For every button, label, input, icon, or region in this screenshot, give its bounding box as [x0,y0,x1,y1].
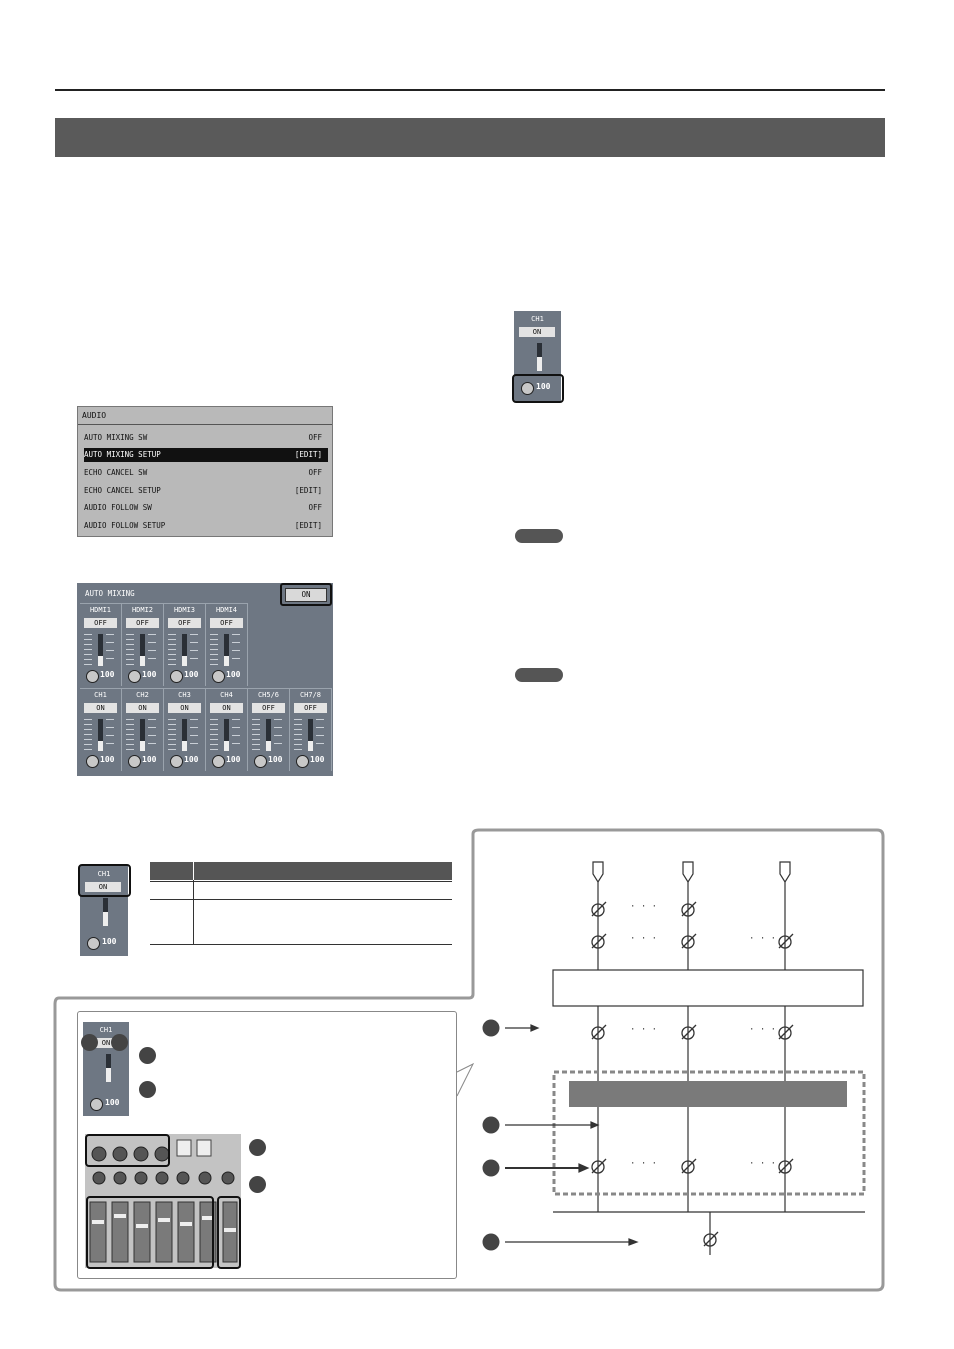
fader-highlight-frame [86,1196,214,1269]
level-meter [98,634,103,666]
callout-marker [249,1139,266,1156]
level-knob-icon[interactable] [296,755,309,768]
ellipsis: · · · [630,902,658,912]
audio-menu-title: AUDIO [78,407,332,425]
auto-mixing-master-button[interactable]: ON [285,588,327,602]
level-knob-icon[interactable] [86,755,99,768]
channel-switch[interactable]: OFF [168,618,201,628]
auto-mixing-title: AUTO MIXING [85,589,135,598]
section-band [55,118,885,157]
level-meter [224,719,229,751]
channel-switch[interactable]: ON [85,882,121,892]
auto-mixing-band [569,1081,847,1107]
menu-item-auto-mixing-sw[interactable]: AUTO MIXING SW OFF [84,433,322,442]
level-meter [537,343,542,371]
level-meter [182,634,187,666]
level-knob-icon[interactable] [86,670,99,683]
level-meter [140,634,145,666]
channel-switch[interactable]: OFF [252,703,285,713]
audio-menu [77,406,333,537]
auto-mixing-screen [77,583,333,776]
ellipsis: · · · [749,934,777,944]
level-meter [106,1054,111,1082]
menu-item-echo-cancel-setup[interactable]: ECHO CANCEL SETUP [EDIT] [84,486,322,495]
ellipsis: · · · [630,934,658,944]
channel-switch[interactable]: ON [210,703,243,713]
channel-switch[interactable]: ON [168,703,201,713]
level-meter [308,719,313,751]
channel-switch[interactable]: OFF [84,618,117,628]
inset-ch1-widget: CH1 ON 100 [83,1022,129,1116]
master-fader-highlight-frame [217,1196,241,1269]
note-pill [515,668,563,682]
channel-switch[interactable]: ON [88,1038,124,1048]
master-highlight-frame [280,583,332,606]
level-meter [266,719,271,751]
level-knob-icon[interactable] [212,755,225,768]
input-connector-icon [593,862,603,882]
callout-marker [81,1034,98,1051]
signal-flow-diagram [480,850,880,1270]
callout-marker [483,1020,500,1037]
menu-item-audio-follow-setup[interactable]: AUDIO FOLLOW SETUP [EDIT] [84,521,322,530]
input-connector-icon [780,862,790,882]
channel-strip-ch2: CH2 ON 100 [122,688,164,771]
level-meter [182,719,187,751]
ellipsis: · · · [749,1159,777,1169]
callout-marker [249,1176,266,1193]
level-meter [224,634,229,666]
callout-marker [139,1047,156,1064]
channel-switch[interactable]: OFF [210,618,243,628]
processing-block [553,970,863,1006]
header-rule [55,89,885,91]
ellipsis: · · · [749,1025,777,1035]
level-highlight-frame [512,374,564,403]
knob-highlight-frame [85,1134,170,1167]
menu-item-audio-follow-sw[interactable]: AUDIO FOLLOW SW OFF [84,503,322,512]
callout-marker [111,1034,128,1051]
ellipsis: · · · [630,1025,658,1035]
channel-switch[interactable]: OFF [294,703,327,713]
channel-strip-hdmi4: HDMI4 OFF 100 [206,603,248,686]
level-knob-icon[interactable] [254,755,267,768]
level-knob-icon[interactable] [128,670,141,683]
level-knob-icon[interactable] [170,755,183,768]
channel-strip-ch5-6: CH5/6 OFF 100 [248,688,290,771]
ellipsis: · · · [630,1159,658,1169]
input-connector-icon [683,862,693,882]
channel-strip-ch7-8: CH7/8 OFF 100 [290,688,332,771]
ch1-switch-widget: CH1 ON 100 [80,866,128,956]
channel-strip-hdmi1: HDMI1 OFF 100 [80,603,122,686]
note-pill [515,529,563,543]
channel-strip-ch1: CH1 ON 100 [80,688,122,771]
level-knob-icon[interactable] [212,670,225,683]
channel-switch[interactable]: ON [126,703,159,713]
channel-switch[interactable]: OFF [126,618,159,628]
callout-marker [483,1160,500,1177]
level-knob-icon[interactable] [170,670,183,683]
channel-switch[interactable]: ON [84,703,117,713]
level-knob-icon[interactable] [90,1098,103,1111]
callout-marker [139,1081,156,1098]
menu-item-auto-mixing-setup[interactable]: AUTO MIXING SETUP [EDIT] [84,448,328,462]
channel-strip-hdmi3: HDMI3 OFF 100 [164,603,206,686]
channel-switch[interactable]: ON [519,327,555,337]
callout-marker [483,1117,500,1134]
ch1-level-widget: CH1 ON 100 [514,311,561,402]
menu-item-echo-cancel-sw[interactable]: ECHO CANCEL SW OFF [84,468,322,477]
level-meter [140,719,145,751]
channel-strip-ch4: CH4 ON 100 [206,688,248,771]
level-meter [98,719,103,751]
level-knob-icon[interactable] [128,755,141,768]
channel-strip-ch3: CH3 ON 100 [164,688,206,771]
channel-strip-hdmi2: HDMI2 OFF 100 [122,603,164,686]
callout-marker [483,1234,500,1251]
